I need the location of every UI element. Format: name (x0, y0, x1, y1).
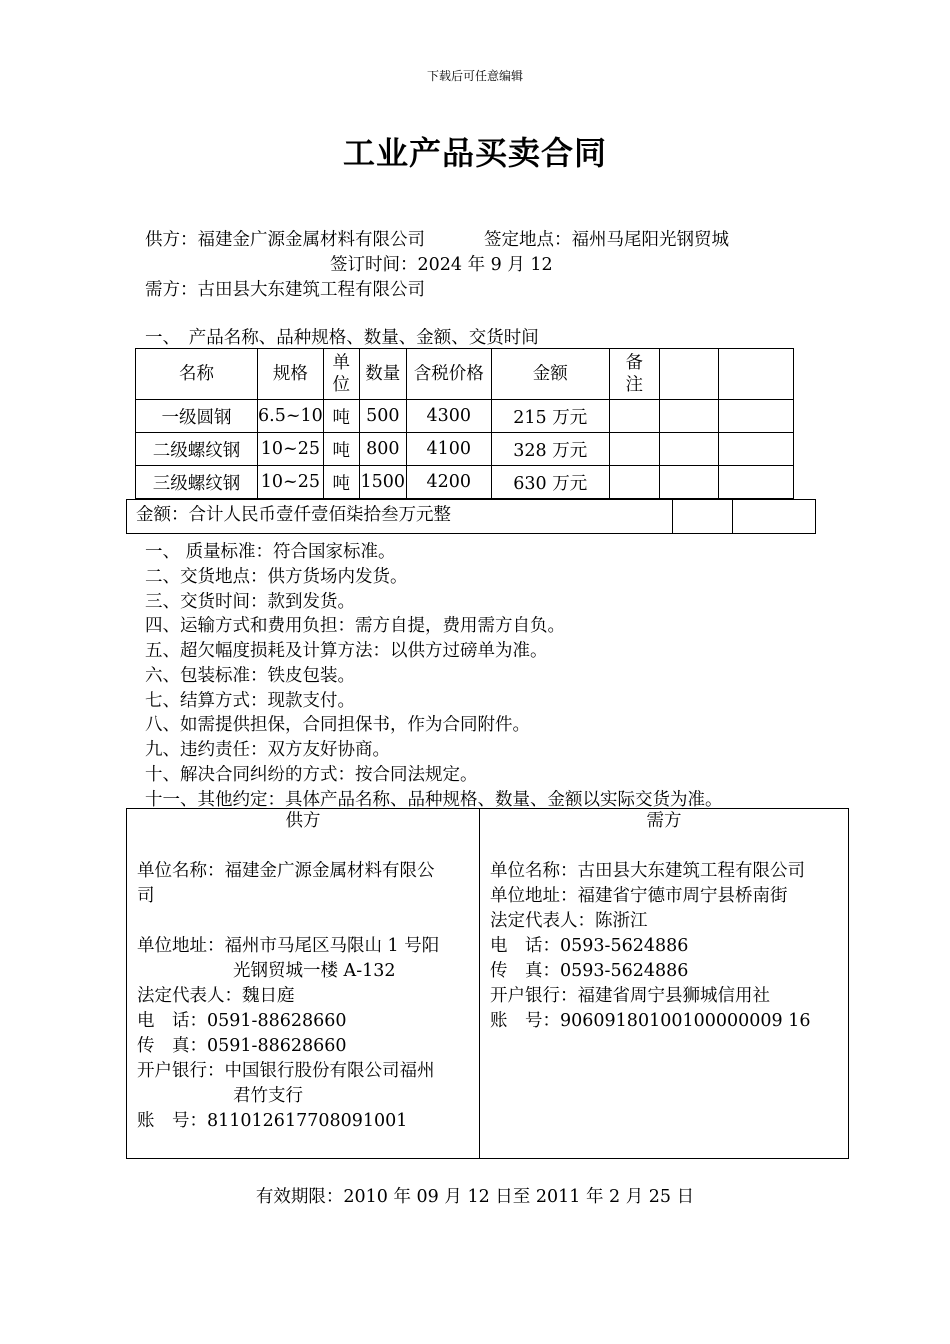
supplier-line: 供方：福建金广源金属材料有限公司 (145, 230, 425, 250)
table-header-row (136, 349, 794, 400)
supplier-name: 单位名称：福建金广源金属材料有限公 (137, 861, 435, 881)
cell (609, 400, 659, 433)
supplier-column (127, 809, 480, 1158)
clause-11: 十一、其他约定：具体产品名称、品种规格、数量、金额以实际交货为准。 (145, 790, 723, 810)
header-cell: 数量 (359, 349, 406, 400)
table-row (136, 400, 794, 433)
cell (673, 500, 733, 534)
sign-place: 签定地点：福州马尾阳光钢贸城 (484, 230, 729, 250)
cell: 500 (359, 400, 406, 433)
cell: 630 万元 (491, 466, 609, 499)
clause-5: 五、超欠幅度损耗及计算方法：以供方过磅单为准。 (145, 641, 548, 661)
cell: 1500 (359, 466, 406, 499)
cell (733, 500, 816, 534)
buyer-address: 单位地址：福建省宁德市周宁县桥南街 (490, 886, 788, 906)
cell: 一级圆钢 (136, 400, 258, 433)
buyer-phone: 电 话：0593-5624886 (490, 936, 689, 956)
buyer-line: 需方：古田县大东建筑工程有限公司 (145, 280, 425, 300)
cell (659, 466, 718, 499)
supplier-heading: 供方 (285, 811, 321, 831)
supplier-phone: 电 话：0591-88628660 (137, 1011, 347, 1031)
clause-4: 四、运输方式和费用负担：需方自提，费用需方自负。 (145, 616, 565, 636)
cell (659, 400, 718, 433)
cell: 三级螺纹钢 (136, 466, 258, 499)
total-row (127, 500, 816, 534)
buyer-bank: 开户银行：福建省周宁县狮城信用社 (490, 986, 770, 1006)
buyer-account: 账 号：90609180100100000009 16 (490, 1011, 811, 1031)
cell (609, 433, 659, 466)
header-cell: 含税价格 (406, 349, 491, 400)
buyer-fax: 传 真：0593-5624886 (490, 961, 689, 981)
supplier-representative: 法定代表人：魏日庭 (137, 986, 295, 1006)
clause-8: 八、如需提供担保，合同担保书，作为合同附件。 (145, 715, 530, 735)
clause-7: 七、结算方式：现款支付。 (145, 691, 355, 711)
cell: 吨 (323, 466, 359, 499)
header-cell: 名称 (136, 349, 258, 400)
buyer-heading: 需方 (646, 811, 682, 831)
supplier-address-cont: 光钢贸城一楼 A-132 (233, 961, 396, 981)
cell: 4100 (406, 433, 491, 466)
cell: 6.5~10 (258, 400, 324, 433)
clause-6: 六、包装标准：铁皮包装。 (145, 666, 355, 686)
clause-2: 二、交货地点：供方货场内发货。 (145, 567, 408, 587)
cell: 328 万元 (491, 433, 609, 466)
supplier-account: 账 号：811012617708091001 (137, 1111, 408, 1131)
supplier-bank-cont: 君竹支行 (233, 1086, 303, 1106)
header-cell: 规格 (258, 349, 324, 400)
sign-time: 签订时间：2024 年 9 月 12 (330, 255, 553, 275)
cell: 二级螺纹钢 (136, 433, 258, 466)
cell (718, 433, 793, 466)
header-cell: 备注 (609, 349, 659, 400)
header-cell: 金额 (491, 349, 609, 400)
section-heading: 一、 产品名称、品种规格、数量、金额、交货时间 (145, 328, 539, 348)
cell (659, 433, 718, 466)
clause-1: 一、 质量标准：符合国家标准。 (145, 542, 396, 562)
cell: 215 万元 (491, 400, 609, 433)
buyer-column (480, 809, 848, 1158)
supplier-name-cont: 司 (137, 886, 155, 906)
table-row (136, 433, 794, 466)
cell: 吨 (323, 400, 359, 433)
table-row (136, 466, 794, 499)
clause-10: 十、解决合同纠纷的方式：按合同法规定。 (145, 765, 478, 785)
supplier-bank: 开户银行：中国银行股份有限公司福州 (137, 1061, 435, 1081)
supplier-address: 单位地址：福州市马尾区马限山 1 号阳 (137, 936, 440, 956)
validity-period: 有效期限：2010 年 09 月 12 日至 2011 年 2 月 25 日 (255, 1187, 695, 1207)
clause-3: 三、交货时间：款到发货。 (145, 592, 355, 612)
clause-9: 九、违约责任：双方友好协商。 (145, 740, 390, 760)
buyer-representative: 法定代表人：陈浙江 (490, 911, 648, 931)
cell (718, 466, 793, 499)
total-amount: 金额：合计人民币壹仟壹佰柒拾叁万元整 (127, 500, 673, 534)
cell: 4300 (406, 400, 491, 433)
cell: 800 (359, 433, 406, 466)
header-cell (718, 349, 793, 400)
buyer-name: 单位名称：古田县大东建筑工程有限公司 (490, 861, 805, 881)
supplier-fax: 传 真：0591-88628660 (137, 1036, 347, 1056)
cell: 10~25 (258, 466, 324, 499)
cell (718, 400, 793, 433)
header-note: 下载后可任意编辑 (426, 69, 523, 83)
product-table (135, 348, 794, 499)
cell: 10~25 (258, 433, 324, 466)
cell: 4200 (406, 466, 491, 499)
contract-title: 工业产品买卖合同 (342, 134, 607, 172)
cell: 吨 (323, 433, 359, 466)
header-cell: 单位 (323, 349, 359, 400)
total-table (126, 499, 816, 534)
header-cell (659, 349, 718, 400)
cell (609, 466, 659, 499)
party-info-box (126, 808, 849, 1159)
